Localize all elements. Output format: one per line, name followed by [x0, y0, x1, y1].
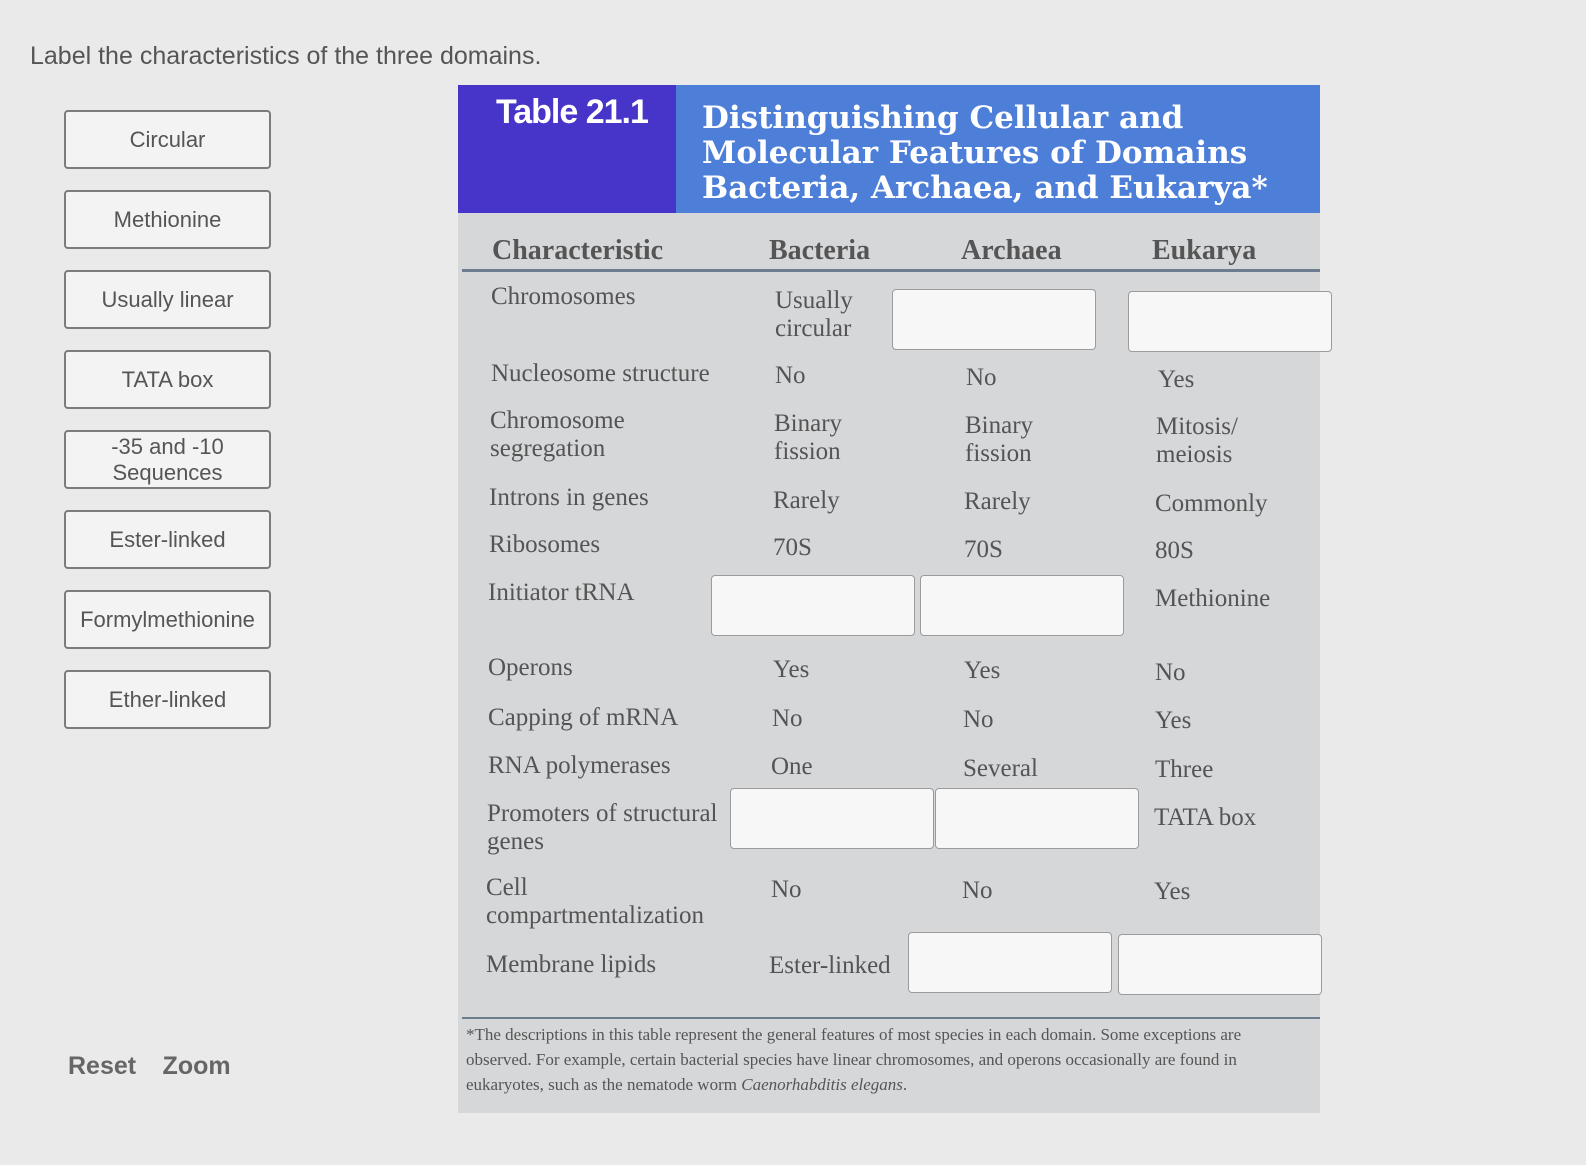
row-segregation-bacteria: Binary fission: [774, 410, 843, 465]
row-introns-characteristic: Introns in genes: [489, 484, 649, 511]
row-introns-bacteria: Rarely: [773, 487, 840, 514]
label-bank: [64, 110, 274, 750]
table-footnote: [466, 1022, 1306, 1097]
row-chromosomes-characteristic: Chromosomes: [491, 283, 636, 310]
table-title: Distinguishing Cellular and Molecular Features of Domains Bacteria, Archaea, and Eukarya*: [702, 100, 1268, 206]
row-introns-archaea: Rarely: [964, 488, 1031, 515]
row-segregation-characteristic: Chromosome segregation: [490, 407, 625, 462]
label-chip-ether-linked[interactable]: Ether-linked: [64, 670, 271, 729]
row-ribosomes-eukarya: 80S: [1155, 537, 1194, 564]
row-nucleosome-characteristic: Nucleosome structure: [491, 360, 710, 387]
controls: [68, 1052, 253, 1081]
row-operons-eukarya: No: [1155, 659, 1186, 686]
label-chip-methionine[interactable]: Methionine: [64, 190, 271, 249]
header-rule: [462, 269, 1320, 272]
row-polymerases-characteristic: RNA polymerases: [488, 752, 671, 779]
dropzone-promoters-bacteria[interactable]: [730, 788, 934, 849]
row-segregation-eukarya: Mitosis/ meiosis: [1156, 413, 1238, 468]
row-operons-characteristic: Operons: [488, 654, 573, 681]
table-figure: [458, 85, 1320, 1113]
row-nucleosome-eukarya: Yes: [1158, 366, 1195, 393]
table-number: Table 21.1: [496, 93, 648, 131]
row-operons-archaea: Yes: [964, 657, 1001, 684]
row-compartmentalization-characteristic: Cell compartmentalization: [486, 874, 704, 929]
row-compartmentalization-archaea: No: [962, 877, 993, 904]
row-polymerases-eukarya: Three: [1155, 756, 1214, 783]
column-header-bacteria: Bacteria: [769, 235, 871, 266]
column-header-characteristic: Characteristic: [492, 235, 664, 266]
row-segregation-archaea: Binary fission: [965, 412, 1034, 467]
zoom-button[interactable]: Zoom: [162, 1052, 231, 1080]
table-number-box: [458, 85, 676, 213]
instruction-text: Label the characteristics of the three domains.: [30, 42, 542, 70]
row-promoters-eukarya: TATA box: [1154, 804, 1257, 831]
label-chip-usually-linear[interactable]: Usually linear: [64, 270, 271, 329]
row-chromosomes-bacteria: Usually circular: [775, 287, 853, 342]
label-chip-ester-linked[interactable]: Ester-linked: [64, 510, 271, 569]
row-polymerases-archaea: Several: [963, 755, 1038, 782]
row-capping-bacteria: No: [772, 705, 803, 732]
row-ribosomes-characteristic: Ribosomes: [489, 531, 601, 558]
footnote-rule: [462, 1017, 1320, 1019]
row-capping-eukarya: Yes: [1155, 707, 1192, 734]
row-lipids-bacteria: Ester-linked: [769, 952, 891, 979]
footnote-species: Caenorhabditis elegans: [741, 1075, 903, 1094]
column-header-eukarya: Eukarya: [1152, 235, 1257, 266]
dropzone-trna-bacteria[interactable]: [711, 575, 915, 636]
row-operons-bacteria: Yes: [773, 656, 810, 683]
dropzone-lipids-archaea[interactable]: [908, 932, 1112, 993]
row-ribosomes-archaea: 70S: [964, 536, 1003, 563]
dropzone-promoters-archaea[interactable]: [935, 788, 1139, 849]
row-trna-eukarya: Methionine: [1155, 585, 1271, 612]
footnote-end: .: [902, 1075, 908, 1094]
row-lipids-characteristic: Membrane lipids: [486, 951, 657, 978]
row-promoters-characteristic: Promoters of structural genes: [487, 800, 718, 855]
label-chip-35-10-sequences[interactable]: -35 and -10 Sequences: [64, 430, 271, 489]
column-header-archaea: Archaea: [961, 235, 1062, 266]
row-nucleosome-archaea: No: [966, 364, 997, 391]
reset-button[interactable]: Reset: [68, 1052, 137, 1080]
footnote-text: *The descriptions in this table represent the general features of most species in each domain. Some exceptions are observed. For example, certain bacterial species have linear chromosomes, and operons occasionally are found in eukaryotes, such as the nematode worm: [466, 1025, 1242, 1094]
row-ribosomes-bacteria: 70S: [773, 534, 812, 561]
row-capping-characteristic: Capping of mRNA: [488, 704, 679, 731]
label-chip-formylmethionine[interactable]: Formylmethionine: [64, 590, 271, 649]
row-introns-eukarya: Commonly: [1155, 490, 1268, 517]
row-capping-archaea: No: [963, 706, 994, 733]
dropzone-chromosomes-archaea[interactable]: [892, 289, 1096, 350]
dropzone-trna-archaea[interactable]: [920, 575, 1124, 636]
dropzone-chromosomes-eukarya[interactable]: [1128, 291, 1332, 352]
table-header: [458, 85, 1320, 213]
row-compartmentalization-bacteria: No: [771, 876, 802, 903]
row-nucleosome-bacteria: No: [775, 362, 806, 389]
label-chip-circular[interactable]: Circular: [64, 110, 271, 169]
label-chip-tata-box[interactable]: TATA box: [64, 350, 271, 409]
row-trna-characteristic: Initiator tRNA: [488, 579, 635, 606]
row-compartmentalization-eukarya: Yes: [1154, 878, 1191, 905]
row-polymerases-bacteria: One: [771, 753, 813, 780]
dropzone-lipids-eukarya[interactable]: [1118, 934, 1322, 995]
